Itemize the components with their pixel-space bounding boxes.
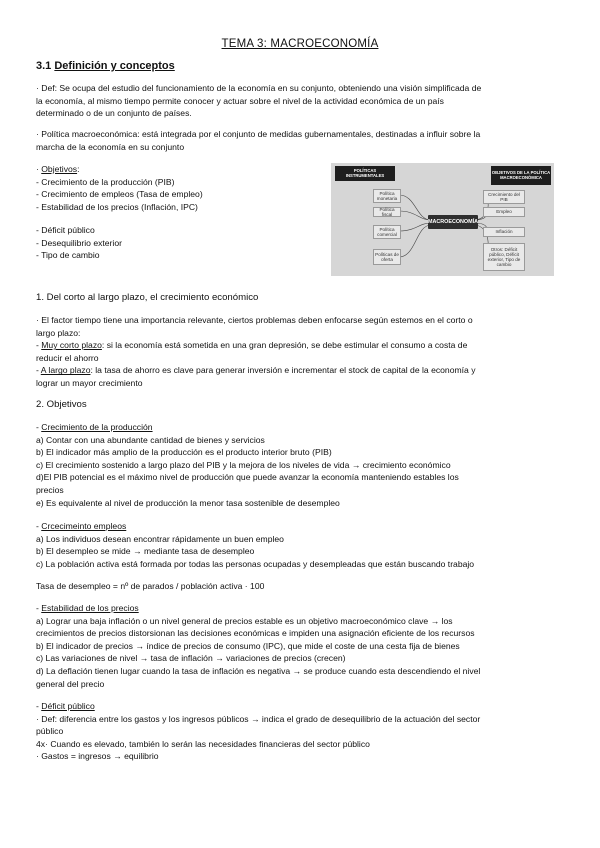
tasa-desempleo-formula <box>36 580 564 593</box>
objetivos-list <box>36 163 326 213</box>
list-item: b) El indicador de precios → índice de precios de consumo (IPC), que mide el coste de una cesta fija de bienes <box>36 640 460 651</box>
diagram-item-politica-monetaria: Política monetaria <box>373 189 401 203</box>
list-item: 4x· Cuando es elevado, también lo serán las necesidades financieras del sector público <box>36 738 370 749</box>
estabilidad-precios-block <box>36 602 564 690</box>
list-item: precios <box>36 484 64 495</box>
list-item: c) El crecimiento sostenido a largo plazo del PIB y la mejora de los niveles de vida → crecimiento económico <box>36 459 451 470</box>
politica-paragraph <box>36 128 564 153</box>
text-line: · Política macroeconómica: está integrada por el conjunto de medidas gubernamentales, destinadas a influir sobre la <box>36 129 481 139</box>
list-item: - Desequilibrio exterior <box>36 237 122 248</box>
objetivos-heading: · Objetivos: <box>36 164 80 174</box>
diagram-item-otros: Otros: Déficit público, Déficit exterior, Tipo de cambio <box>483 243 525 271</box>
list-item: a) Lograr una baja inflación o un nivel general de precios estable es un objetivo macroeconómico clave → los <box>36 615 453 626</box>
list-item: d)El PIB potencial es el máximo nivel de producción que puede avanzar la economía manteniendo estables los <box>36 472 459 483</box>
list-item: d) La deflación tienen lugar cuando la tasa de inflación es negativa → se produce cuando esta descendiendo el nivel <box>36 665 481 676</box>
largo-plazo-line: - A largo plazo: la tasa de ahorro es clave para generar inversión e incrementar el stock de capital de la economía y <box>36 365 476 376</box>
list-item: - Estabilidad de los precios (Inflación, IPC) <box>36 201 198 212</box>
list-item: b) El indicador más amplio de la producción es el producto interior bruto (PIB) <box>36 447 332 458</box>
list-item: crecimientos de precios distorsionan las decisiones económicas e impiden una asignación eficiente de los recursos <box>36 628 475 639</box>
list-item: - Crecimiento de empleos (Tasa de empleo) <box>36 189 203 200</box>
section-number: 3.1 <box>36 60 52 72</box>
crecimiento-empleos-block <box>36 520 564 570</box>
diagram-item-empleo: Empleo <box>483 207 525 217</box>
connector-line <box>399 195 431 220</box>
subheading: - Déficit público <box>36 701 95 711</box>
text-line: · Def: Se ocupa del estudio del funcionamiento de la economía en su conjunto, obteniendo una visión simplificada de <box>36 83 482 93</box>
section-heading-objetivos: 2. Objetivos <box>36 399 87 410</box>
text-line: · El factor tiempo tiene una importancia relevante, ciertos problemas deben enfocarse según estemos en el corto o <box>36 315 473 325</box>
section-heading-corto-largo: 1. Del corto al largo plazo, el crecimiento económico <box>36 292 259 303</box>
list-item: - Tipo de cambio <box>36 250 100 261</box>
definition-paragraph <box>36 82 564 120</box>
list-item: b) El desempleo se mide → mediante tasa de desempleo <box>36 546 255 557</box>
list-item: público <box>36 726 64 737</box>
crecimiento-produccion-block <box>36 421 564 509</box>
text-line: reducir el ahorro <box>36 352 99 363</box>
section-title: Definición y conceptos <box>54 60 175 72</box>
list-item: e) Es equivalente al nivel de producción la menor tasa sostenible de desempleo <box>36 497 340 508</box>
connector-line <box>399 223 431 231</box>
page-title: TEMA 3: MACROECONOMÍA <box>221 38 379 50</box>
diagram-item-politica-comercial: Política comercial <box>373 225 401 239</box>
diagram-center-node: MACROECONOMÍA <box>428 215 478 229</box>
diagram-item-crecimiento-pib: Crecimiento del PIB <box>483 190 525 204</box>
subheading: - Crcecimeinto empleos <box>36 521 127 531</box>
diagram-item-politica-fiscal: Política fiscal <box>373 207 401 217</box>
list-item: general del precio <box>36 678 105 689</box>
diagram-item-politicas-oferta: Políticas de oferta <box>373 249 401 265</box>
diagram-left-header: POLÍTICAS INSTRUMENTALES <box>335 166 395 181</box>
subheading: - Crecimiento de la producción <box>36 422 153 432</box>
text-line: determinado o de un conjunto de países. <box>36 108 192 119</box>
formula-line: Tasa de desempleo = nº de parados / población activa · 100 <box>36 581 265 591</box>
text-line: la economía, al mismo tiempo permite conocer y actuar sobre el nivel de la actividad económica de un país <box>36 95 444 106</box>
diagram-item-inflacion: Inflación <box>483 227 525 237</box>
list-item: - Déficit público <box>36 225 95 235</box>
text-line: marcha de la economía en su conjunto <box>36 141 185 152</box>
list-item: · Def: diferencia entre los gastos y los ingresos públicos → indica el grado de desequilibrio de la actuación del sector <box>36 713 481 724</box>
text-line: largo plazo: <box>36 327 81 338</box>
list-item: c) La población activa está formada por todas las personas ocupadas y desempleadas que están buscando trabajo <box>36 558 475 569</box>
list-item: c) Las variaciones de nivel → tasa de inflación → variaciones de precios (crecen) <box>36 653 346 664</box>
diagram-right-header: OBJETIVOS DE LA POLÍTICA MACROECONÓMICA <box>491 166 551 185</box>
deficit-publico-block <box>36 700 564 763</box>
list-item: a) Contar con una abundante cantidad de bienes y servicios <box>36 434 265 445</box>
section-heading-definicion <box>36 60 175 72</box>
muy-corto-plazo-line: - Muy corto plazo: si la economía está sometida en una gran depresión, se debe estimular el consumo a costa de <box>36 340 468 351</box>
connector-line <box>399 225 431 257</box>
connector-line <box>399 211 431 220</box>
subheading: - Estabilidad de los precios <box>36 603 139 613</box>
otros-objetivos-list <box>36 224 326 262</box>
macroeconomia-diagram <box>331 163 554 276</box>
list-item: · Gastos = ingresos → equilibrio <box>36 751 159 762</box>
text-line: lograr un mayor crecimiento <box>36 377 143 388</box>
factor-tiempo-paragraph <box>36 314 564 390</box>
list-item: - Crecimiento de la producción (PIB) <box>36 176 175 187</box>
list-item: a) Los individuos desean encontrar rápidamente un buen empleo <box>36 533 284 544</box>
